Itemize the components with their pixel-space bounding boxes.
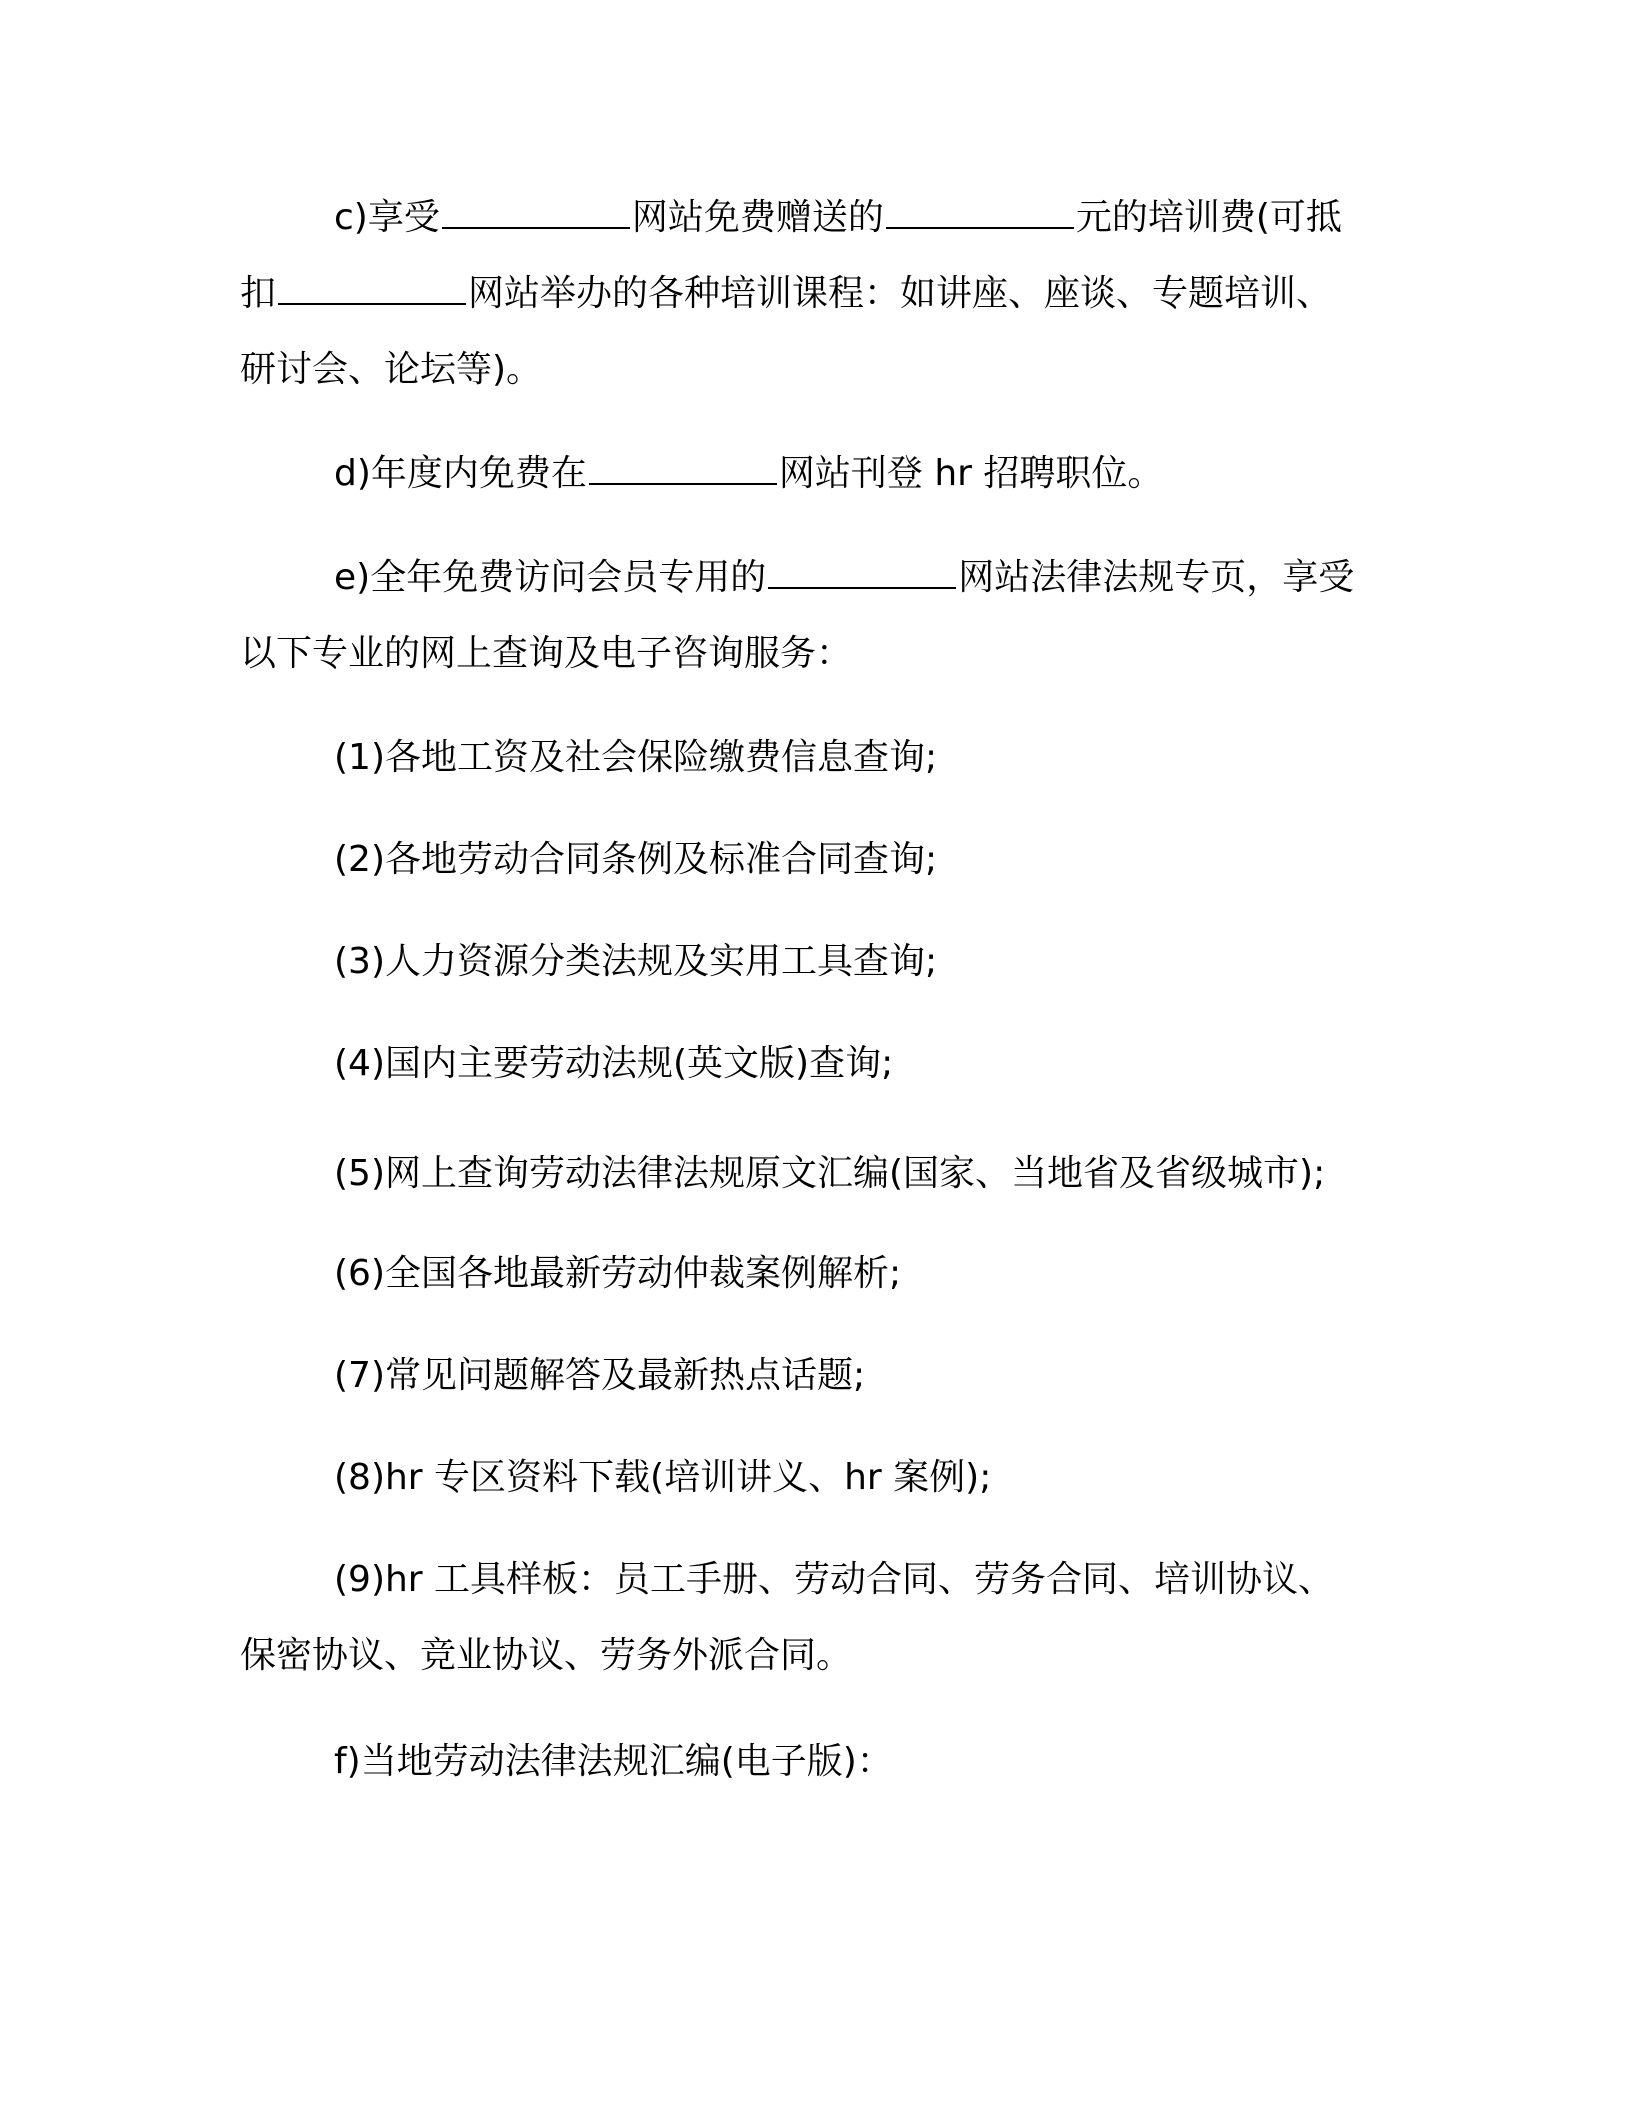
paragraph-line: 保密协议、竞业协议、劳务外派合同。 (240, 1635, 853, 1676)
fill-in-blank (768, 559, 956, 589)
list-item (240, 1236, 1370, 1312)
list-item-text: (1)各地工资及社会保险缴费信息查询; (334, 737, 938, 778)
paragraph-item-d (240, 436, 1370, 512)
list-item-text: (4)国内主要劳动法规(英文版)查询; (334, 1043, 894, 1084)
text-run: e)全年免费访问会员专用的 (334, 557, 767, 598)
fill-in-blank (589, 455, 777, 485)
list-item-text: (3)人力资源分类法规及实用工具查询; (334, 941, 938, 982)
text-run: 网站免费赠送的 (631, 197, 884, 238)
list-item-text: (7)常见问题解答及最新热点话题; (334, 1355, 866, 1396)
list-item-9 (240, 1542, 1370, 1694)
list-item-text: (6)全国各地最新劳动仲裁案例解析; (334, 1253, 902, 1294)
text-run: 网站刊登 hr 招聘职位。 (778, 453, 1164, 494)
paragraph-line (240, 436, 1370, 512)
list-item-text: (8)hr 专区资料下载(培训讲义、hr 案例); (334, 1457, 992, 1498)
fill-in-blank (886, 199, 1074, 229)
fill-in-blank (278, 275, 466, 305)
text-run: 网站法律法规专页，享受 (958, 557, 1355, 598)
paragraph-line (240, 256, 1370, 332)
paragraph-line: 研讨会、论坛等)。 (240, 349, 543, 390)
text-run: c)享受 (334, 197, 440, 238)
paragraph-line (240, 540, 1370, 616)
list-item (240, 720, 1370, 796)
text-run: 元的培训费(可抵 (1075, 197, 1342, 238)
paragraph-item-f (240, 1724, 1370, 1800)
list-item (240, 1026, 1370, 1102)
paragraph-line: f)当地劳动法律法规汇编(电子版)： (334, 1741, 893, 1782)
text-run: 网站举办的各种培训课程：如讲座、座谈、专题培训、 (468, 273, 1333, 314)
text-run: d)年度内免费在 (334, 453, 587, 494)
list-item (240, 1136, 1370, 1212)
list-item-text: (5)网上查询劳动法律法规原文汇编(国家、当地省及省级城市); (334, 1153, 1326, 1194)
text-run: 扣 (240, 273, 277, 314)
list-item (240, 1338, 1370, 1414)
paragraph-item-c (240, 180, 1370, 408)
list-item-text: (2)各地劳动合同条例及标准合同查询; (334, 839, 938, 880)
list-item (240, 822, 1370, 898)
list-item (240, 924, 1370, 1000)
fill-in-blank (442, 199, 630, 229)
paragraph-line (240, 180, 1370, 256)
paragraph-item-e (240, 540, 1370, 692)
paragraph-line: (9)hr 工具样板：员工手册、劳动合同、劳务合同、培训协议、 (334, 1559, 1335, 1600)
paragraph-line: 以下专业的网上查询及电子咨询服务： (240, 633, 853, 674)
list-item (240, 1440, 1370, 1516)
